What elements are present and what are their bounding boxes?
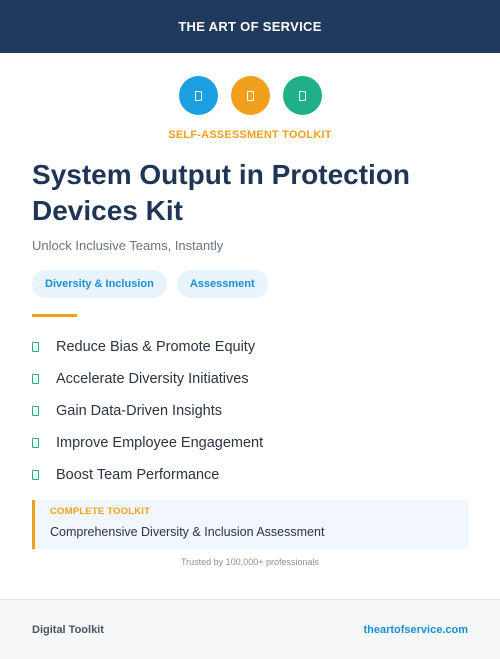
icon-row	[0, 76, 500, 115]
document-icon	[283, 76, 322, 115]
benefit-text: Improve Employee Engagement	[56, 435, 264, 451]
callout-label: COMPLETE TOOLKIT	[50, 506, 151, 517]
list-item	[32, 459, 263, 491]
document-icon	[231, 76, 270, 115]
kicker-label: SELF-ASSESSMENT TOOLKIT	[168, 129, 332, 141]
list-item	[32, 331, 263, 363]
benefit-list	[32, 331, 263, 491]
benefit-text: Accelerate Diversity Initiatives	[56, 371, 249, 387]
footer	[0, 599, 500, 659]
footer-label: Digital Toolkit	[32, 623, 104, 636]
brand-name: THE ART OF SERVICE	[178, 19, 322, 34]
list-item	[32, 395, 263, 427]
list-item	[32, 363, 263, 395]
document-icon	[179, 76, 218, 115]
benefit-text: Gain Data-Driven Insights	[56, 403, 223, 419]
accent-divider	[32, 314, 77, 317]
tag-diversity-inclusion[interactable]: Diversity & Inclusion	[32, 270, 167, 298]
check-icon	[32, 470, 39, 480]
subtitle: Unlock Inclusive Teams, Instantly	[32, 238, 224, 253]
toolkit-callout	[32, 500, 469, 549]
check-icon	[32, 342, 39, 352]
benefit-text: Boost Team Performance	[56, 467, 220, 483]
check-icon	[32, 406, 39, 416]
check-icon	[32, 374, 39, 384]
check-icon	[32, 438, 39, 448]
tag-assessment[interactable]: Assessment	[177, 270, 268, 298]
header-bar	[0, 0, 500, 53]
list-item	[32, 427, 263, 459]
callout-text: Comprehensive Diversity & Inclusion Assessment	[50, 525, 325, 539]
tag-list	[32, 270, 268, 298]
trust-note: Trusted by 100,000+ professionals	[180, 557, 319, 567]
website-link[interactable]: theartofservice.com	[363, 623, 468, 636]
page-title: System Output in Protection Devices Kit	[32, 159, 411, 226]
benefit-text: Reduce Bias & Promote Equity	[56, 339, 256, 355]
